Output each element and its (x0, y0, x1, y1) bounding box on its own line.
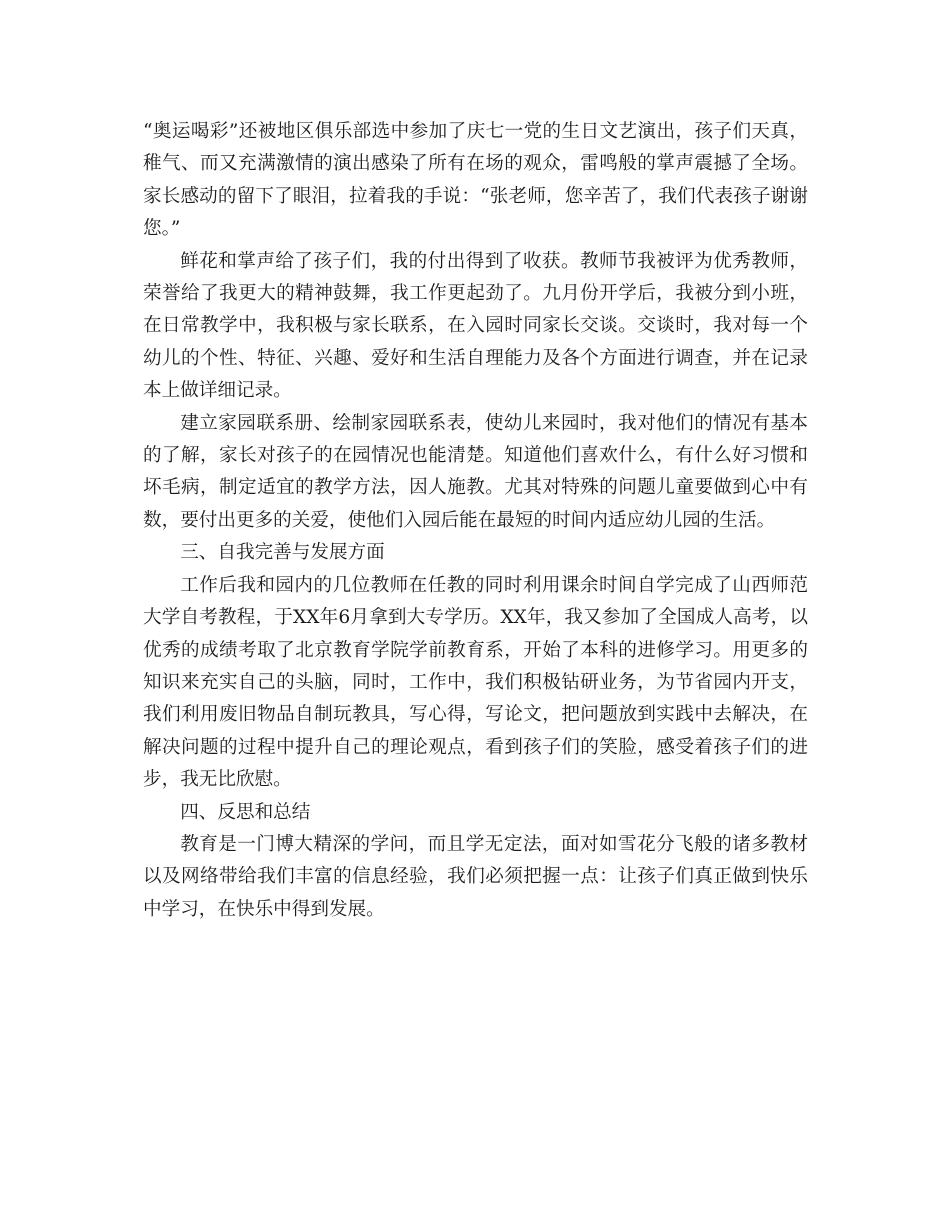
paragraph-4: 工作后我和园内的几位教师在任教的同时利用课余时间自学完成了山西师范大学自考教程，于XX年6月拿到大专学历。XX年，我又参加了全国成人高考，以优秀的成绩考取了北京教育学院学前教育系，开始了本科的进修学习。用更多的知识来充实自己的头脑，同时，工作中，我们积极钻研业务，为节省园内开支，我们利用废旧物品自制玩教具，写心得，写论文，把问题放到实践中去解决，在解决问题的过程中提升自己的理论观点，看到孩子们的笑脸，感受着孩子们的进步，我无比欣慰。 (143, 574, 808, 791)
paragraph-3: 建立家园联系册、绘制家园联系表，使幼儿来园时，我对他们的情况有基本的了解，家长对孩子的在园情况也能清楚。知道他们喜欢什么，有什么好习惯和坏毛病，制定适宜的教学方法，因人施教。尤其对特殊的问题儿童要做到心中有数，要付出更多的关爱，使他们入园后能在最短的时间内适应幼儿园的生活。 (143, 412, 808, 531)
paragraph-1: “奥运喝彩”还被地区俱乐部选中参加了庆七一党的生日文艺演出，孩子们天真，稚气、而又充满激情的演出感染了所有在场的观众，雷鸣般的掌声震撼了全场。家长感动的留下了眼泪，拉着我的手说：“张老师，您辛苦了，我们代表孩子谢谢您。” (143, 121, 808, 240)
document-body (143, 116, 808, 926)
paragraph-2: 鲜花和掌声给了孩子们，我的付出得到了收获。教师节我被评为优秀教师，荣誉给了我更大的精神鼓舞，我工作更起劲了。九月份开学后，我被分到小班，在日常教学中，我积极与家长联系，在入园时同家长交谈。交谈时，我对每一个幼儿的个性、特征、兴趣、爱好和生活自理能力及各个方面进行调查，并在记录本上做详细记录。 (143, 250, 808, 402)
section-heading-4: 四、反思和总结 (180, 801, 311, 823)
section-heading-3: 三、自我完善与发展方面 (180, 542, 385, 564)
paragraph-5: 教育是一门博大精深的学问，而且学无定法，面对如雪花分飞般的诸多教材以及网络带给我们丰富的信息经验，我们必须把握一点：让孩子们真正做到快乐中学习，在快乐中得到发展。 (143, 833, 808, 920)
